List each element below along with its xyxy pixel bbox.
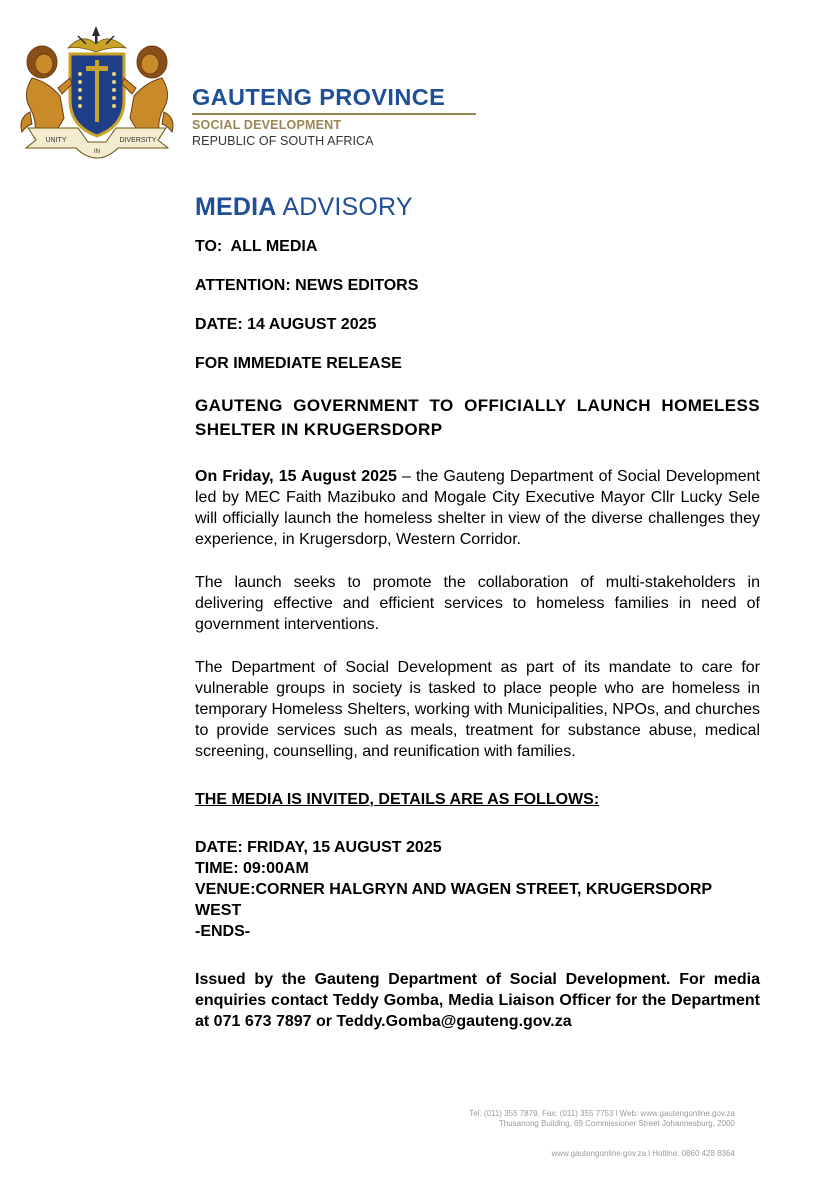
paragraph-2: The launch seeks to promote the collaboration of multi-stakeholders in delivering effective and efficient services to homeless families in need of government interventions.	[195, 574, 760, 633]
date-line: DATE: 14 AUGUST 2025	[195, 316, 377, 333]
svg-text:UNITY: UNITY	[45, 137, 67, 144]
event-details	[195, 837, 760, 942]
document-body	[195, 236, 760, 1048]
event-date: DATE: FRIDAY, 15 AUGUST 2025	[195, 839, 442, 856]
paragraph-1-text: – the Gauteng Department of Social Development led by MEC Faith Mazibuko and Mogale City Executive Mayor Cllr Lucky Sele will officially launch the homeless shelter in view of the diverse challenges they experience, in Krugersdorp, Western Corridor.	[195, 468, 760, 548]
footer-address: Thusanong Building, 69 Commissioner Street Johannesburg, 2000	[498, 1119, 735, 1128]
headline: GAUTENG GOVERNMENT TO OFFICIALLY LAUNCH HOMELESS SHELTER IN KRUGERSDORP	[195, 396, 760, 439]
footer-hotline-text: www.gautengonline.gov.za l Hotline: 0860 428 8364	[551, 1149, 735, 1158]
brand-title: GAUTENG PROVINCE	[192, 84, 446, 110]
event-time: TIME: 09:00AM	[195, 860, 309, 877]
to-line: TO: ALL MEDIA	[195, 238, 318, 255]
attention-line: ATTENTION: NEWS EDITORS	[195, 277, 419, 294]
ends-marker: -ENDS-	[195, 923, 251, 940]
crest-lion-right	[122, 46, 173, 140]
brand-divider	[192, 113, 476, 115]
issued-by: Issued by the Gauteng Department of Social Development. For media enquiries contact Teddy Gomba, Media Liaison Officer for the Department at 071 673 7897 or Teddy.Gomba@gauteng.gov.za	[195, 971, 760, 1030]
crest-shield	[70, 54, 124, 136]
paragraph-1	[195, 466, 760, 550]
document-type-title	[195, 190, 413, 224]
footer-contact	[469, 1109, 735, 1129]
footer-phone-web: Tel: (011) 355 7879, Fax: (011) 355 7753 l Web: www.gautengonline.gov.za	[469, 1109, 735, 1118]
gauteng-coat-of-arms	[8, 22, 186, 160]
brand-country: REPUBLIC OF SOUTH AFRICA	[192, 134, 374, 148]
advisory-rest: ADVISORY	[282, 193, 413, 221]
svg-text:DIVERSITY: DIVERSITY	[119, 137, 157, 144]
crest-lion-left	[21, 46, 72, 140]
svg-text:IN: IN	[94, 149, 100, 155]
paragraph-1-lead: On Friday, 15 August 2025	[195, 468, 397, 485]
advisory-bold: MEDIA	[195, 193, 277, 221]
event-venue: VENUE:CORNER HALGRYN AND WAGEN STREET, KRUGERSDORP WEST	[195, 881, 712, 919]
invitation-heading: THE MEDIA IS INVITED, DETAILS ARE AS FOLLOWS:	[195, 791, 600, 808]
paragraph-3: The Department of Social Development as part of its mandate to care for vulnerable groups in society is tasked to place people who are homeless in temporary Homeless Shelters, working with Municipalities, NPOs, and churches to provide services such as meals, treatment for substance abuse, medical screening, counselling, and reunification with families.	[195, 659, 760, 760]
footer-hotline	[551, 1149, 735, 1159]
release-line: FOR IMMEDIATE RELEASE	[195, 355, 402, 372]
crest-top	[68, 26, 126, 52]
brand-block	[192, 84, 476, 149]
brand-department: SOCIAL DEVELOPMENT	[192, 118, 342, 132]
